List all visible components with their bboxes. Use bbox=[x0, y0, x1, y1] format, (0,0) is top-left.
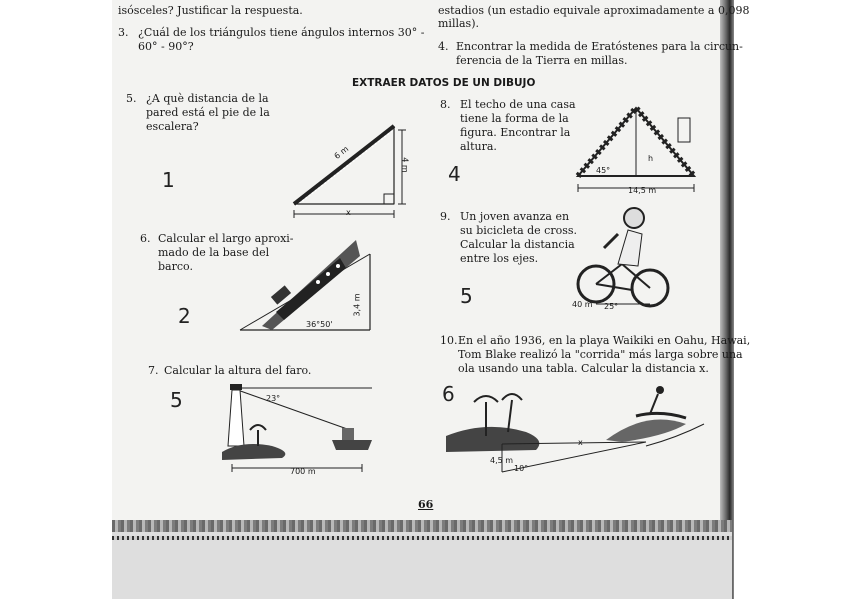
q10-line-3: ola usando una tabla. Calcular la distancia x. bbox=[458, 362, 709, 375]
q3-line-1: ¿Cuál de los triángulos tiene ángulos internos 30° - bbox=[138, 26, 425, 39]
q6-line-3: barco. bbox=[158, 260, 193, 273]
q6-height-label: 3,4 m bbox=[352, 293, 362, 317]
q3-number: 3. bbox=[118, 26, 129, 39]
scan-stripe bbox=[112, 536, 732, 540]
q8-line-4: altura. bbox=[460, 140, 497, 153]
q10-handwritten-answer: 6 bbox=[442, 382, 455, 406]
q8-handwritten-answer: 4 bbox=[448, 162, 461, 186]
roof-figure bbox=[572, 100, 702, 196]
q8-line-1: El techo de una casa bbox=[460, 98, 576, 111]
q6-line-2: mado de la base del bbox=[158, 246, 270, 259]
q5-x-label: x bbox=[346, 208, 351, 217]
q5-line-1: ¿A què distancia de la bbox=[146, 92, 269, 105]
q4-number: 4. bbox=[438, 40, 449, 53]
q8-line-3: figura. Encontrar la bbox=[460, 126, 571, 139]
q4-line-2: ferencia de la Tierra en millas. bbox=[456, 54, 628, 67]
q8-angle-label: 45° bbox=[596, 166, 611, 175]
q10-line-1: En el año 1936, en la playa Waikiki en Oahu, Hawai, bbox=[458, 334, 751, 347]
q10-angle-label: 10° bbox=[514, 464, 529, 473]
page-edge-shadow bbox=[720, 0, 734, 599]
q7-distance-label: 700 m bbox=[290, 467, 316, 476]
page-number: 66 bbox=[418, 498, 434, 511]
torn-edge bbox=[112, 520, 732, 532]
q5-line-2: pared está el pie de la bbox=[146, 106, 270, 119]
q4-line-1: Encontrar la medida de Eratóstenes para la circun- bbox=[456, 40, 743, 53]
q7-number: 7. bbox=[148, 364, 159, 377]
q10-height-label: 4,5 m bbox=[490, 456, 514, 465]
q8-h-label: h bbox=[648, 154, 654, 163]
q5-number: 5. bbox=[126, 92, 137, 105]
q9-line-3: Calcular la distancia bbox=[460, 238, 575, 251]
q8-number: 8. bbox=[440, 98, 451, 111]
left-top-line: isósceles? Justificar la respuesta. bbox=[118, 4, 303, 17]
q9-line-2: su bicicleta de cross. bbox=[460, 224, 578, 237]
q9-line-1: Un joven avanza en bbox=[460, 210, 570, 223]
q10-line-2: Tom Blake realizó la "corrida" más larga sobre una bbox=[458, 348, 743, 361]
q5-line-3: escalera? bbox=[146, 120, 199, 133]
q9-angle-label: 25° bbox=[604, 302, 619, 311]
q7-handwritten-answer: 5 bbox=[170, 388, 183, 412]
q5-ladder-label: 6 m bbox=[332, 144, 351, 161]
ship-figure bbox=[236, 234, 374, 334]
q5-wall-label: 4 m bbox=[400, 157, 410, 173]
section-title: EXTRAER DATOS DE UN DIBUJO bbox=[352, 77, 536, 89]
q9-line-4: entre los ejes. bbox=[460, 252, 539, 265]
q8-line-2: tiene la forma de la bbox=[460, 112, 569, 125]
q9-handwritten-answer: 5 bbox=[460, 284, 473, 308]
scan-bottom-band bbox=[112, 520, 732, 599]
q3-line-2: 60° - 90°? bbox=[138, 40, 194, 53]
q7-text: Calcular la altura del faro. bbox=[164, 364, 312, 377]
q9-distance-label: 40 m bbox=[572, 300, 593, 309]
q9-number: 9. bbox=[440, 210, 451, 223]
q10-x-label: x bbox=[578, 438, 583, 447]
q5-handwritten-answer: 1 bbox=[162, 168, 175, 192]
q7-angle-label: 23° bbox=[266, 394, 281, 403]
q6-angle-label: 36°50' bbox=[306, 320, 333, 329]
right-top-line-2: millas). bbox=[438, 17, 479, 30]
right-top-line-1: estadios (un estadio equivale aproximadamente a 0,098 bbox=[438, 4, 750, 17]
q6-line-1: Calcular el largo aproxi- bbox=[158, 232, 294, 245]
q6-number: 6. bbox=[140, 232, 151, 245]
q10-number: 10. bbox=[440, 334, 458, 347]
q6-handwritten-answer: 2 bbox=[178, 304, 191, 328]
surfer-figure bbox=[446, 380, 708, 480]
q8-base-label: 14,5 m bbox=[628, 186, 657, 195]
